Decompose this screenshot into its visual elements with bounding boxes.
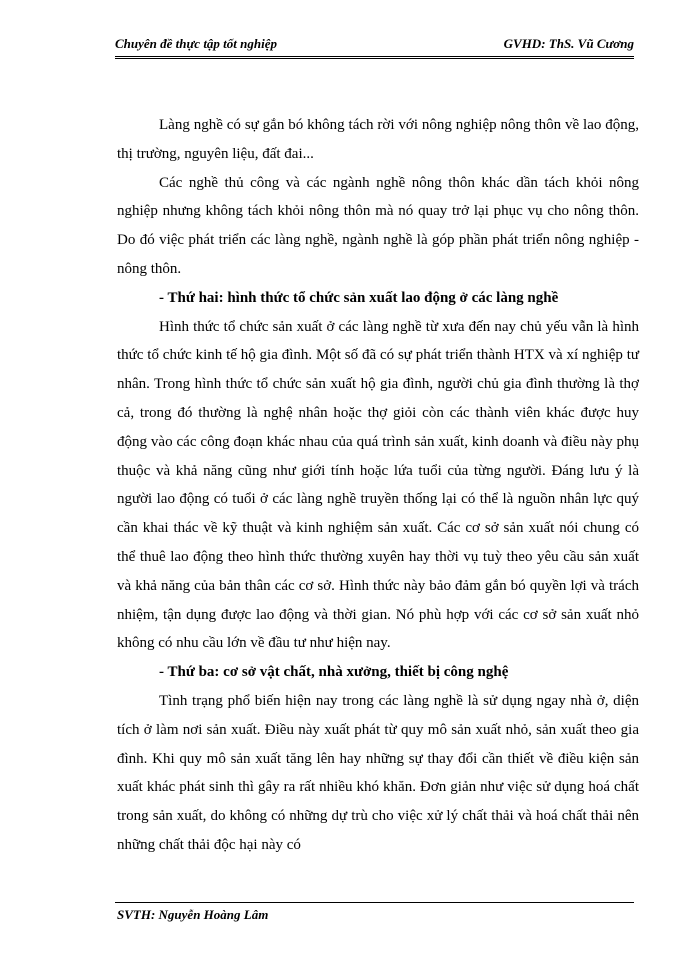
header-rule — [115, 58, 634, 59]
document-body — [117, 111, 639, 860]
footer-student: SVTH: Nguyễn Hoàng Lâm — [117, 907, 269, 922]
paragraph: Hình thức tổ chức sản xuất ở các làng nghề từ xưa đến nay chủ yếu vẫn là hình thức tổ chức kinh tế hộ gia đình. Một số đã có sự phát triển thành HTX và xí nghiệp tư nhân. Trong hình thức tổ chức sản xuất hộ gia đình, người chủ gia đình thường là thợ cả, trong đó thường là nghệ nhân hoặc thợ giỏi còn các thành viên khác được huy động vào các công đoạn khác nhau của quá trình sản xuất, kinh doanh và điều này phụ thuộc và khả năng cũng như giới tính hoặc lứa tuổi của từng người. Đáng lưu ý là người lao động có tuổi ở các làng nghề truyền thống lại có thể là nguồn nhân lực quý cần khai thác về kỹ thuật và kinh nghiệm sản xuất. Các cơ sở sản xuất nói chung có thể thuê lao động theo hình thức thường xuyên hay thời vụ tuỳ theo yêu cầu sản xuất và khả năng của bản thân các cơ sở. Hình thức này bảo đảm gắn bó quyền lợi và trách nhiệm, tận dụng được lao động và thời gian. Nó phù hợp với các cơ sở sản xuất nhỏ không có nhu cầu lớn về đầu tư như hiện nay. — [117, 318, 639, 652]
page-header — [115, 36, 634, 57]
paragraph: Tình trạng phổ biến hiện nay trong các làng nghề là sử dụng ngay nhà ở, diện tích ở làm nơi sản xuất. Điều này xuất phát từ quy mô sản xuất nhỏ, sản xuất theo gia đình. Khi quy mô sản xuất tăng lên hay những sự thay đổi cần thiết về điều kiện sản xuất khác phát sinh thì gây ra rất nhiều khó khăn. Đơn giản như việc sử dụng hoá chất trong sản xuất, do không có những dự trù cho việc xử lý chất thải và hoá chất thải nên những chất thải độc hại này có — [117, 692, 639, 853]
paragraph: Các nghề thủ công và các ngành nghề nông thôn khác dần tách khỏi nông nghiệp nhưng không tách khỏi nông thôn mà nó quay trở lại phục vụ cho nông thôn. Do đó việc phát triển các làng nghề, ngành nghề là góp phần phát triển nông nghiệp - nông thôn. — [117, 174, 639, 277]
footer-rule — [115, 902, 634, 903]
section-heading: - Thứ ba: cơ sở vật chất, nhà xưởng, thiết bị công nghệ — [159, 664, 509, 681]
header-advisor: GVHD: ThS. Vũ Cương — [503, 36, 634, 51]
page-footer — [117, 907, 268, 923]
paragraph: Làng nghề có sự gắn bó không tách rời với nông nghiệp nông thôn về lao động, thị trường, nguyên liệu, đất đai... — [117, 117, 639, 162]
section-heading: - Thứ hai: hình thức tổ chức sản xuất lao động ở các làng nghề — [159, 289, 559, 306]
header-title: Chuyên đề thực tập tốt nghiệp — [115, 36, 277, 51]
